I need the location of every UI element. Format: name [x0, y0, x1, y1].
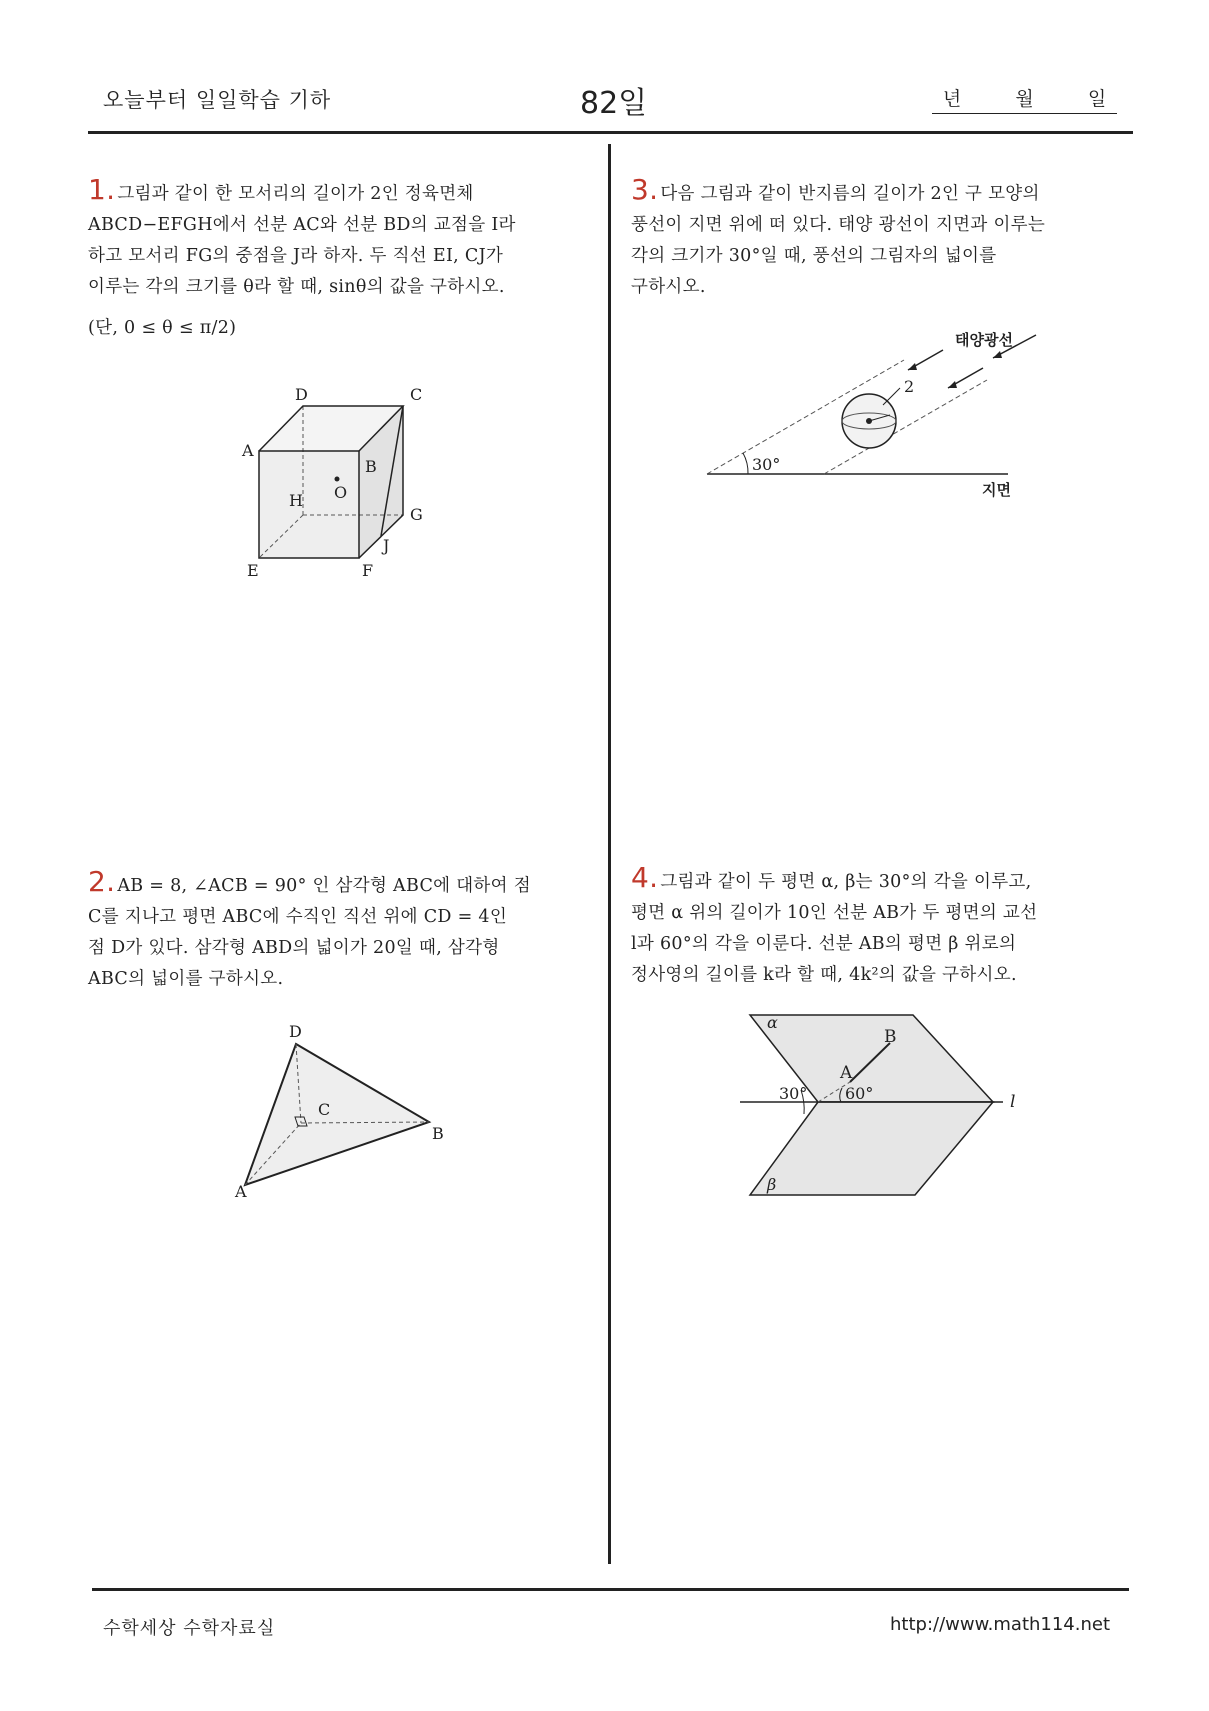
- problem-2-line: ABC의 넓이를 구하시오.: [88, 969, 284, 989]
- label-ground: 지면: [982, 481, 1011, 499]
- sunlight-arrowhead: [948, 381, 957, 388]
- footer-rule: [92, 1588, 1129, 1591]
- header-rule: [88, 131, 1133, 134]
- problem-4: [631, 862, 1111, 991]
- date-year-label: 년: [942, 88, 962, 110]
- label-angle30: 30°: [779, 1084, 808, 1103]
- problem-2-line: AB = 8, ∠ACB = 90° 인 삼각형 ABC에 대하여 점: [117, 876, 531, 896]
- label-f: F: [362, 561, 374, 580]
- problem-4-line: 정사영의 길이를 k라 할 때, 4k²의 값을 구하시오.: [631, 965, 1017, 985]
- problem-3-line: 다음 그림과 같이 반지름의 길이가 2인 구 모양의: [660, 184, 1040, 204]
- date-day-label: 일: [1087, 88, 1107, 110]
- sunlight-arrowhead: [908, 363, 917, 370]
- problem-2-line: 점 D가 있다. 삼각형 ABD의 넓이가 20일 때, 삼각형: [88, 938, 500, 958]
- label-c: C: [410, 385, 423, 404]
- problem-3-number: 3.: [631, 173, 659, 206]
- problem-3-line: 각의 크기가 30°일 때, 풍선의 그림자의 넓이를: [631, 246, 997, 266]
- label-g: G: [410, 505, 423, 524]
- problem-1-condition: (단, 0 ≤ θ ≤ π/2): [88, 318, 237, 338]
- problem-4-number: 4.: [631, 861, 659, 894]
- problem-1-number: 1.: [88, 173, 116, 206]
- triangle-figure: [225, 1020, 455, 1200]
- label-sunlight: 태양광선: [955, 331, 1013, 349]
- label-d: D: [289, 1022, 302, 1041]
- problem-1: [88, 174, 568, 344]
- page-title: 82일: [580, 86, 648, 121]
- sunlight-arrowhead: [993, 351, 1002, 358]
- label-alpha: α: [767, 1013, 778, 1032]
- problem-3-line: 구하시오.: [631, 277, 706, 297]
- column-divider: [608, 144, 611, 1564]
- label-a: A: [840, 1063, 853, 1083]
- plane-beta: [750, 1102, 993, 1195]
- problem-4-line: 평면 α 위의 길이가 10인 선분 AB가 두 평면의 교선: [631, 903, 1038, 923]
- problem-3-line: 풍선이 지면 위에 떠 있다. 태양 광선이 지면과 이루는: [631, 215, 1046, 235]
- label-o: O: [334, 483, 348, 502]
- label-b: B: [365, 457, 377, 476]
- header-subject: 오늘부터 일일학습 기하: [103, 88, 332, 112]
- problem-3: [631, 174, 1111, 303]
- label-j: J: [383, 536, 390, 555]
- date-month-label: 월: [1015, 88, 1034, 110]
- label-l: l: [1010, 1092, 1016, 1112]
- problem-4-line: 그림과 같이 두 평면 α, β는 30°의 각을 이루고,: [660, 872, 1032, 892]
- angle-arc: [743, 453, 748, 474]
- label-radius: 2: [904, 377, 915, 396]
- face-dab: [245, 1044, 429, 1185]
- label-angle60: 60°: [845, 1084, 874, 1103]
- footer-url[interactable]: http://www.math114.net: [890, 1614, 1111, 1635]
- footer-source: 수학세상 수학자료실: [103, 1618, 276, 1639]
- point-o: [335, 477, 340, 482]
- problem-2-line: C를 지나고 평면 ABC에 수직인 직선 위에 CD = 4인: [88, 907, 508, 927]
- problem-1-line: 이루는 각의 크기를 θ라 할 때, sinθ의 값을 구하시오.: [88, 277, 505, 297]
- label-b: B: [884, 1027, 897, 1047]
- label-beta: β: [767, 1175, 777, 1194]
- label-a: A: [235, 1182, 247, 1200]
- problem-2-number: 2.: [88, 865, 116, 898]
- cube-figure: [230, 380, 450, 580]
- problem-1-line: 그림과 같이 한 모서리의 길이가 2인 정육면체: [117, 184, 474, 204]
- label-angle: 30°: [752, 455, 781, 474]
- label-e: E: [247, 561, 259, 580]
- cube-front-face: [259, 451, 359, 558]
- label-c: C: [318, 1100, 331, 1119]
- label-d: D: [295, 385, 308, 404]
- problem-1-line: 하고 모서리 FG의 중점을 J라 하자. 두 직선 EI, CJ가: [88, 246, 504, 266]
- balloon-figure: [705, 325, 1065, 505]
- label-a: A: [242, 441, 254, 460]
- problem-2: [88, 866, 568, 995]
- label-h: H: [289, 491, 303, 510]
- label-b: B: [432, 1124, 444, 1143]
- date-field: [932, 84, 1117, 114]
- problem-4-line: l과 60°의 각을 이룬다. 선분 AB의 평면 β 위로의: [631, 934, 1017, 954]
- problem-1-line: ABCD−EFGH에서 선분 AC와 선분 BD의 교점을 I라: [88, 215, 516, 235]
- radius-pointer: [883, 388, 900, 405]
- planes-figure: [735, 1010, 1035, 1210]
